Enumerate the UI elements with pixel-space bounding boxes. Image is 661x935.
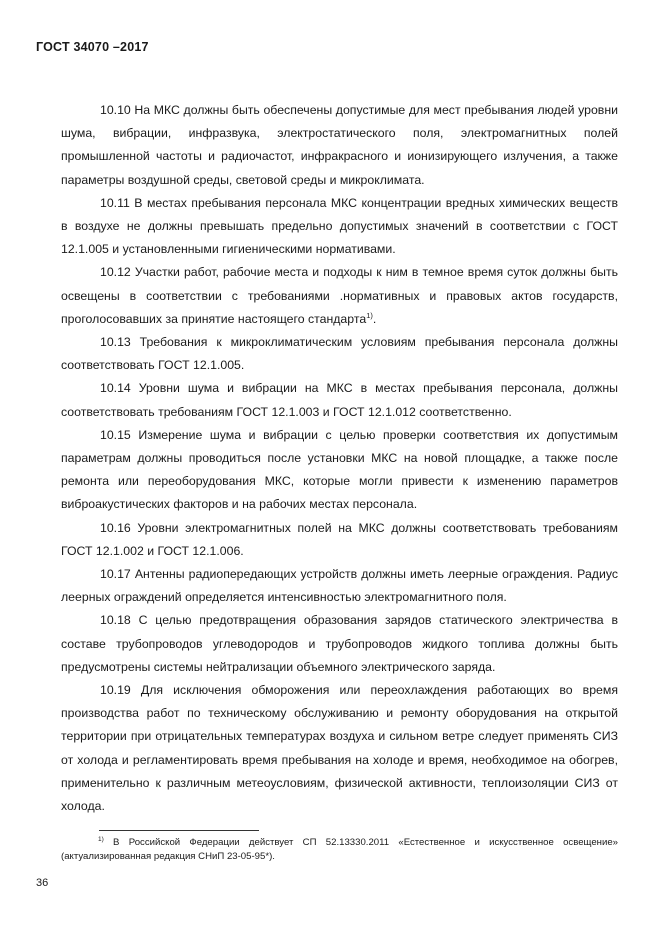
footnote-marker: 1) [98, 835, 104, 843]
paragraph-10-15: 10.15 Измерение шума и вибрации с целью проверки соответствия их допустимым параметрам должны проводиться после установки МКС на новой площадке, а также после ремонта или переоборудования МКС, которые могли привести к изменению параметров виброакустических факторов и на рабочих местах персонала. [61, 427, 618, 512]
page-number: 36 [36, 877, 49, 889]
paragraph-10-11: 10.11 В местах пребывания персонала МКС концентрации вредных химических веществ в воздухе не должны превышать предельно допустимых значений в соответствии с ГОСТ 12.1.005 и установленными гигиеническими нормативами. [61, 195, 618, 257]
footnote-separator [99, 830, 259, 831]
paragraph-10-13: 10.13 Требования к микроклиматическим условиям пребывания персонала должны соответствовать ГОСТ 12.1.005. [61, 335, 618, 373]
footnote-reference: 1) [366, 310, 373, 320]
main-text-body [61, 99, 618, 818]
paragraph-10-14: 10.14 Уровни шума и вибрации на МКС в местах пребывания персонала, должны соответствовать требованиям ГОСТ 12.1.003 и ГОСТ 12.1.012 соответственно. [61, 381, 618, 419]
footnote-text: В Российской Федерации действует СП 52.13330.2011 «Естественное и искусственное освещение» (актуализированная редакция СНиП 23-05-95*). [61, 837, 618, 862]
paragraph-10-17: 10.17 Антенны радиопередающих устройств должны иметь леерные ограждения. Радиус леерных ограждений определяется интенсивностью электромагнитного поля. [61, 567, 618, 605]
document-header-title: ГОСТ 34070 –2017 [36, 40, 149, 54]
paragraph-10-16: 10.16 Уровни электромагнитных полей на МКС должны соответствовать требованиям ГОСТ 12.1.002 и ГОСТ 12.1.006. [61, 520, 618, 558]
paragraph-10-19: 10.19 Для исключения обморожения или переохлаждения работающих во время производства работ по техническому обслуживанию и ремонту оборудования на открытой территории при отрицательных температурах воздуха и сильном ветре следует применять СИЗ от холода и регламентировать время пребывания на холоде и время, необходимое на обогрев, применительно к различным метеоусловиям, физической активности, теплоизоляции СИЗ от холода. [61, 683, 618, 814]
paragraph-10-12-text: 10.12 Участки работ, рабочие места и подходы к ним в темное время суток должны быть освещены в соответствии с требованиями .нормативных и правовых актов государств, проголосовавших за принятие настоящего стандарта [61, 265, 618, 326]
paragraph-10-12 [61, 261, 618, 331]
paragraph-10-18: 10.18 С целью предотвращения образования зарядов статического электричества в составе трубопроводов углеводородов и трубопроводов жидкого топлива должны быть предусмотрены системы нейтрализации объемного электрического заряда. [61, 613, 618, 674]
footnote [61, 836, 618, 864]
paragraph-10-10: 10.10 На МКС должны быть обеспечены допустимые для мест пребывания людей уровни шума, вибрации, инфразвука, электростатического поля, электромагнитных полей промышленной частоты и радиочастот, инфракрасного и ионизирующего излучения, а также параметры воздушной среды, световой среды и микроклимата. [61, 103, 618, 187]
paragraph-10-12-tail: . [372, 311, 377, 326]
